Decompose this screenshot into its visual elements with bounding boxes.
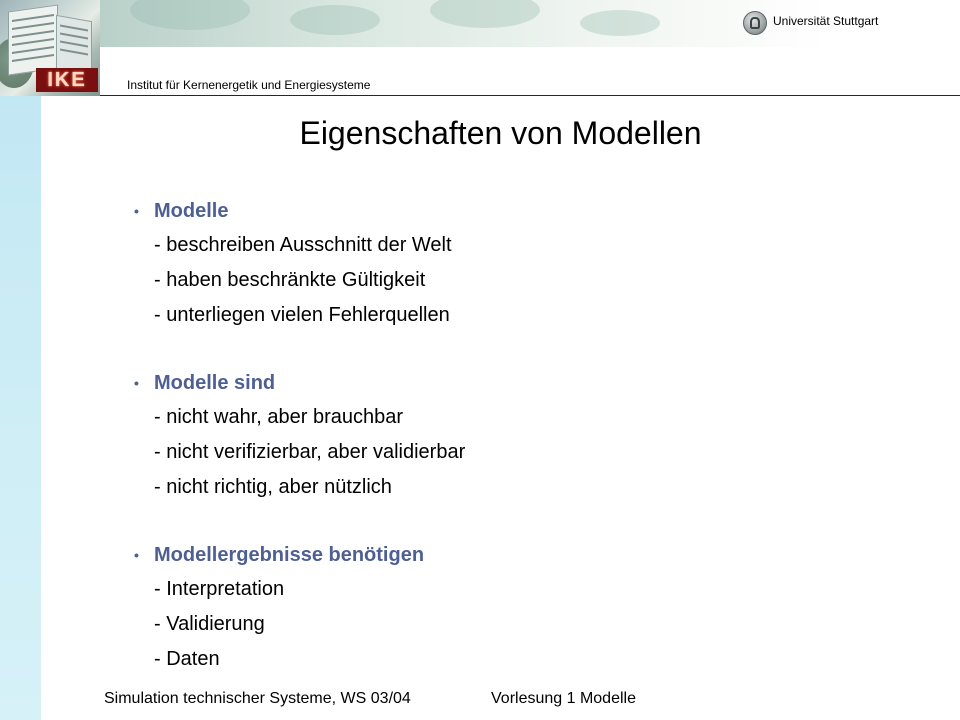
section-modellergebnisse — [134, 538, 465, 677]
bullet-icon: • — [134, 203, 139, 219]
list-item: - Interpretation — [154, 578, 285, 600]
section-heading-text: Modellergebnisse benötigen — [154, 543, 425, 566]
university-emblem-icon — [743, 11, 767, 35]
building-photo — [0, 0, 100, 96]
left-decorative-band — [0, 0, 41, 720]
bullet-icon: • — [134, 547, 139, 563]
header-divider — [100, 95, 960, 96]
bullet-icon: • — [134, 375, 139, 391]
institute-name: Institut für Kernenergetik und Energiesysteme — [127, 78, 371, 92]
list-item: - unterliegen vielen Fehlerquellen — [154, 304, 450, 326]
list-item: - nicht wahr, aber brauchbar — [154, 406, 404, 428]
section-heading-text: Modelle — [154, 199, 229, 222]
building-image — [8, 4, 58, 75]
ike-logo: IKE — [36, 68, 98, 92]
list-item: - nicht richtig, aber nützlich — [154, 476, 392, 498]
section-heading — [134, 538, 465, 572]
section-modelle — [134, 194, 465, 333]
list-item: - beschreiben Ausschnitt der Welt — [154, 234, 452, 256]
section-modelle-sind — [134, 366, 465, 505]
section-heading — [134, 194, 465, 228]
list-item: - nicht verifizierbar, aber validierbar — [154, 441, 466, 463]
section-heading-text: Modelle sind — [154, 371, 276, 394]
university-name: Universität Stuttgart — [773, 14, 879, 28]
footer-lecture: Vorlesung 1 Modelle — [491, 690, 636, 707]
list-item: - Daten — [154, 648, 220, 670]
footer-course: Simulation technischer Systeme, WS 03/04 — [104, 690, 411, 707]
list-item: - haben beschränkte Gültigkeit — [154, 269, 426, 291]
list-item: - Validierung — [154, 613, 265, 635]
section-heading — [134, 366, 465, 400]
slide-title: Eigenschaften von Modellen — [299, 115, 702, 151]
slide-content — [134, 194, 465, 677]
